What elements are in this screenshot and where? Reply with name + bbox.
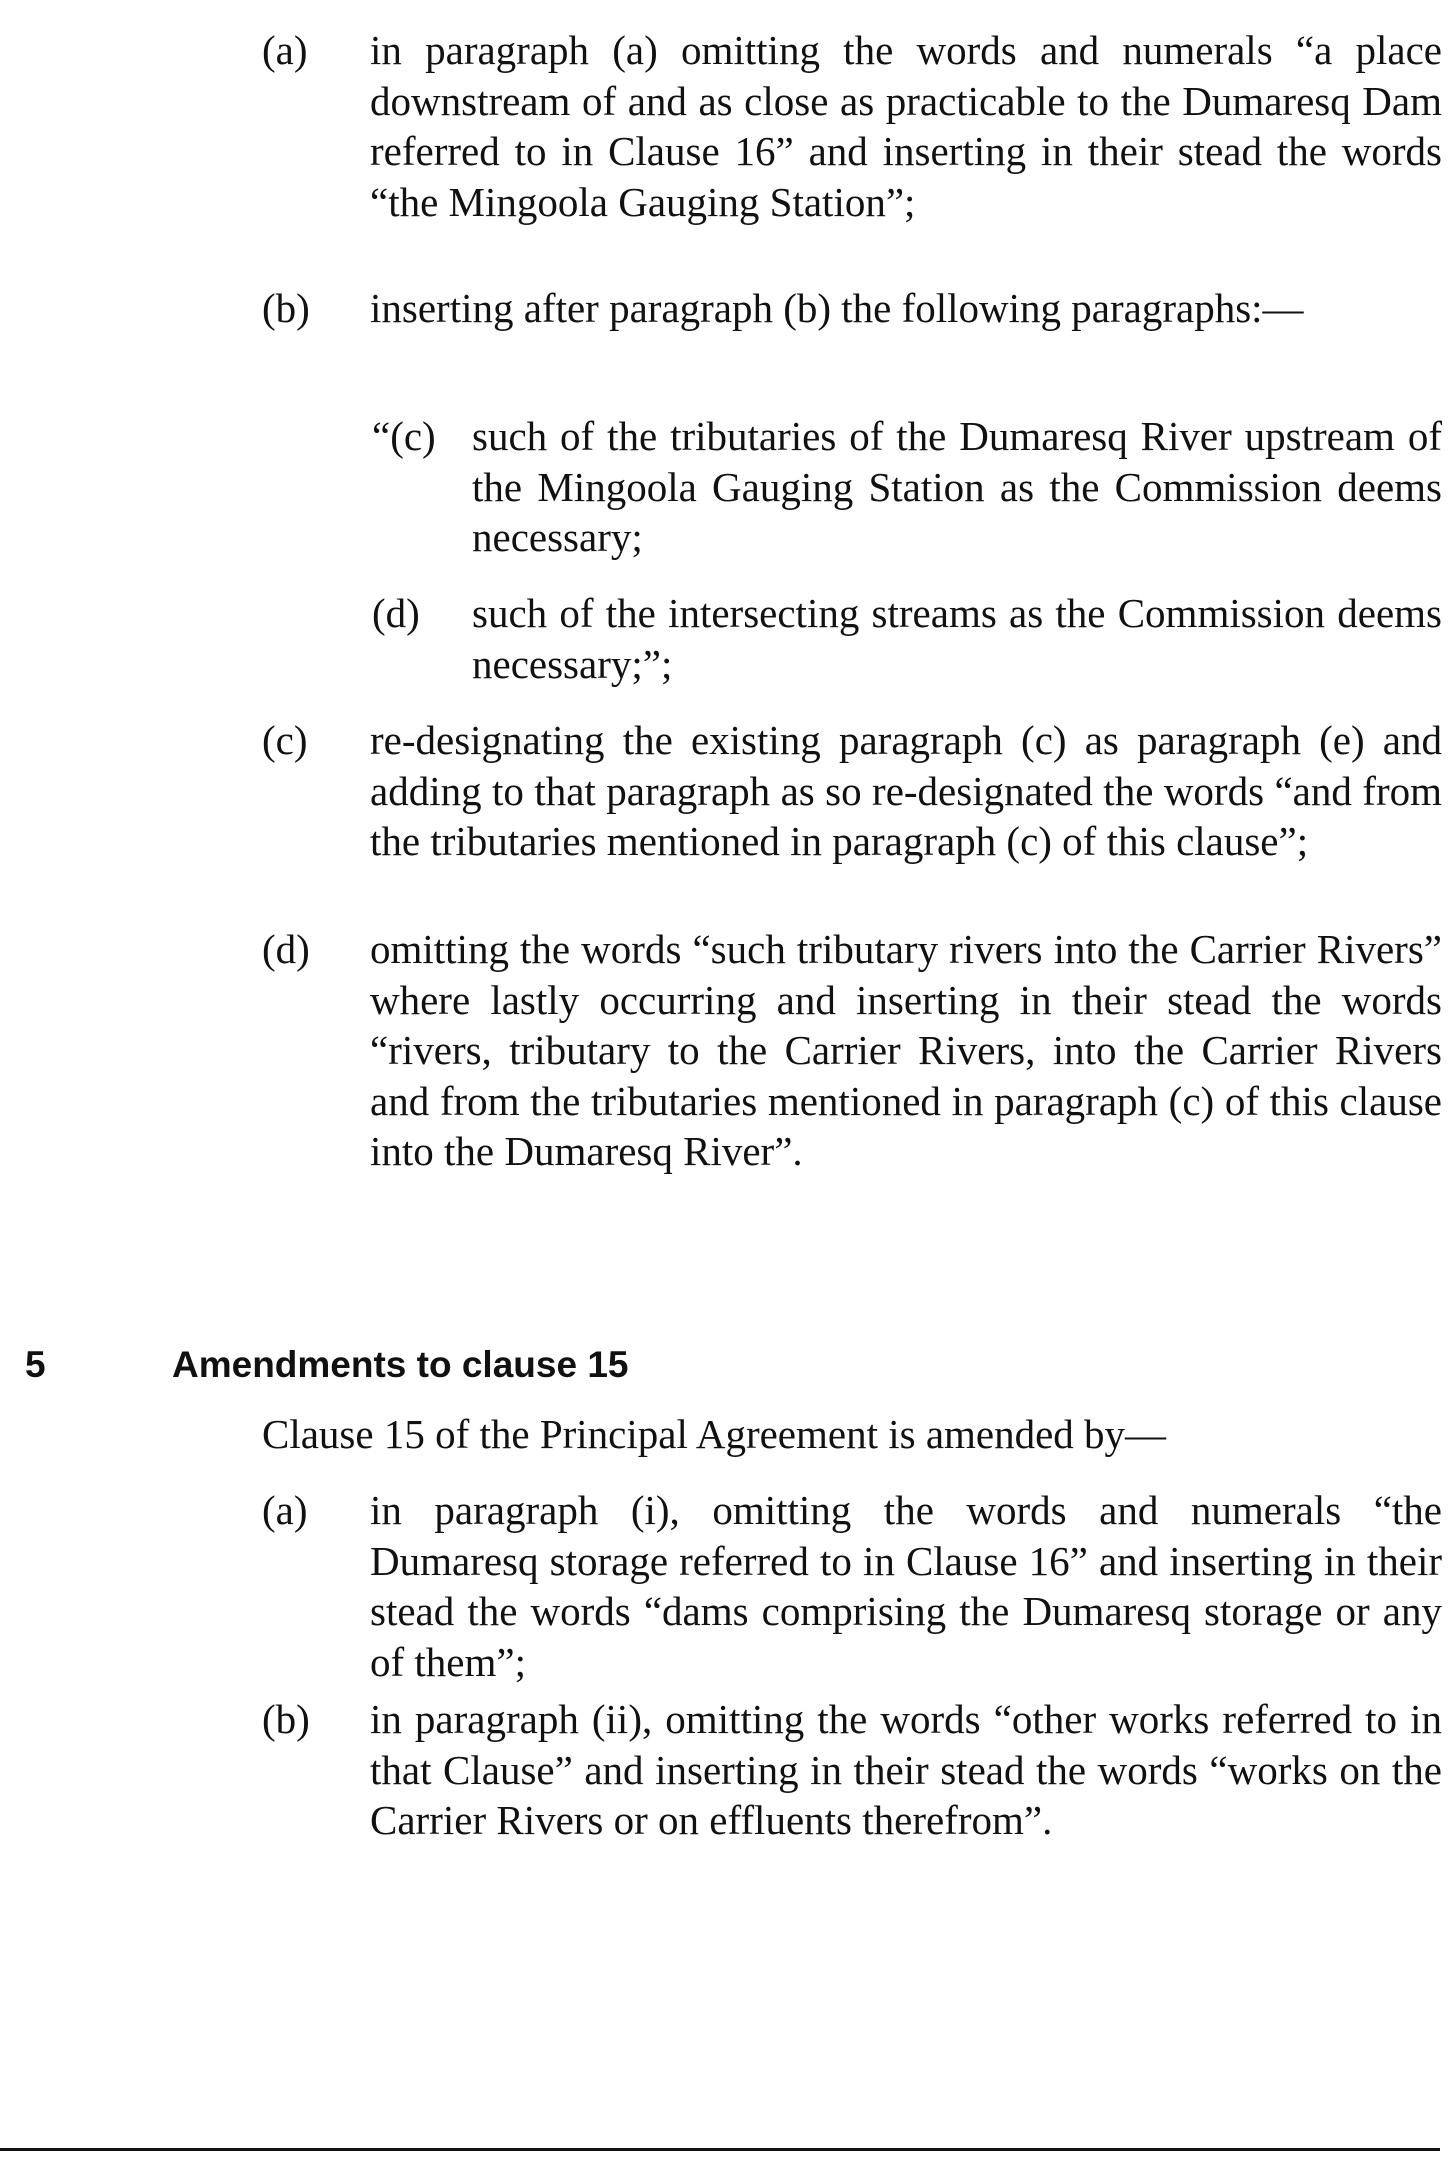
item-text: in paragraph (i), omitting the words and numerals “the Dumaresq storage referred to in Clause 16” and inserting in their stead the words “dams comprising the Dumaresq storage or any of them”; bbox=[370, 1487, 1442, 1685]
section-item-b bbox=[262, 1694, 1442, 1846]
item-text: omitting the words “such tributary rivers into the Carrier Rivers” where lastly occurring and inserting in their stead the words “rivers, tributary to the Carrier Rivers, into the Carrier Rivers and from the tributaries mentioned in paragraph (c) of this clause into the Dumaresq River”. bbox=[370, 926, 1442, 1174]
item-label: (b) bbox=[262, 285, 310, 331]
item-text: such of the intersecting streams as the Commission deems necessary;”; bbox=[472, 590, 1442, 687]
item-label: (d) bbox=[372, 590, 420, 636]
amendment-item-a bbox=[262, 25, 1442, 227]
item-label: (b) bbox=[262, 1696, 310, 1742]
item-label: (a) bbox=[262, 27, 308, 73]
item-text: such of the tributaries of the Dumaresq River upstream of the Mingoola Gauging Station as the Commission deems necessary; bbox=[472, 413, 1442, 560]
item-text: in paragraph (ii), omitting the words “other works referred to in that Clause” and inserting in their stead the words “works on the Carrier Rivers or on effluents therefrom”. bbox=[370, 1696, 1442, 1843]
footer-rule bbox=[0, 2148, 1440, 2151]
section-heading bbox=[0, 1335, 1453, 1395]
section-item-a bbox=[262, 1485, 1442, 1687]
item-label: (c) bbox=[262, 717, 308, 763]
section-number: 5 bbox=[25, 1344, 46, 1385]
amendment-item-b bbox=[262, 283, 1442, 334]
item-label: (a) bbox=[262, 1487, 308, 1533]
item-text: re-designating the existing paragraph (c) as paragraph (e) and adding to that paragraph as so re-designated the words “and from the tributaries mentioned in paragraph (c) of this clause”; bbox=[370, 717, 1442, 864]
item-label: “(c) bbox=[372, 413, 436, 459]
amendment-item-d bbox=[262, 924, 1442, 1177]
item-text: in paragraph (a) omitting the words and numerals “a place downstream of and as close as practicable to the Dumaresq Dam referred to in Clause 16” and inserting in their stead the words “the Mingoola Gauging Station”; bbox=[370, 27, 1442, 225]
item-text: inserting after paragraph (b) the following paragraphs:— bbox=[370, 285, 1304, 331]
section-title: Amendments to clause 15 bbox=[172, 1344, 629, 1385]
amendment-item-c bbox=[262, 715, 1442, 867]
inserted-paragraph-c bbox=[372, 411, 1442, 563]
inserted-paragraph-d bbox=[372, 588, 1442, 689]
section-intro: Clause 15 of the Principal Agreement is amended by— bbox=[262, 1411, 1167, 1457]
item-label: (d) bbox=[262, 926, 310, 972]
